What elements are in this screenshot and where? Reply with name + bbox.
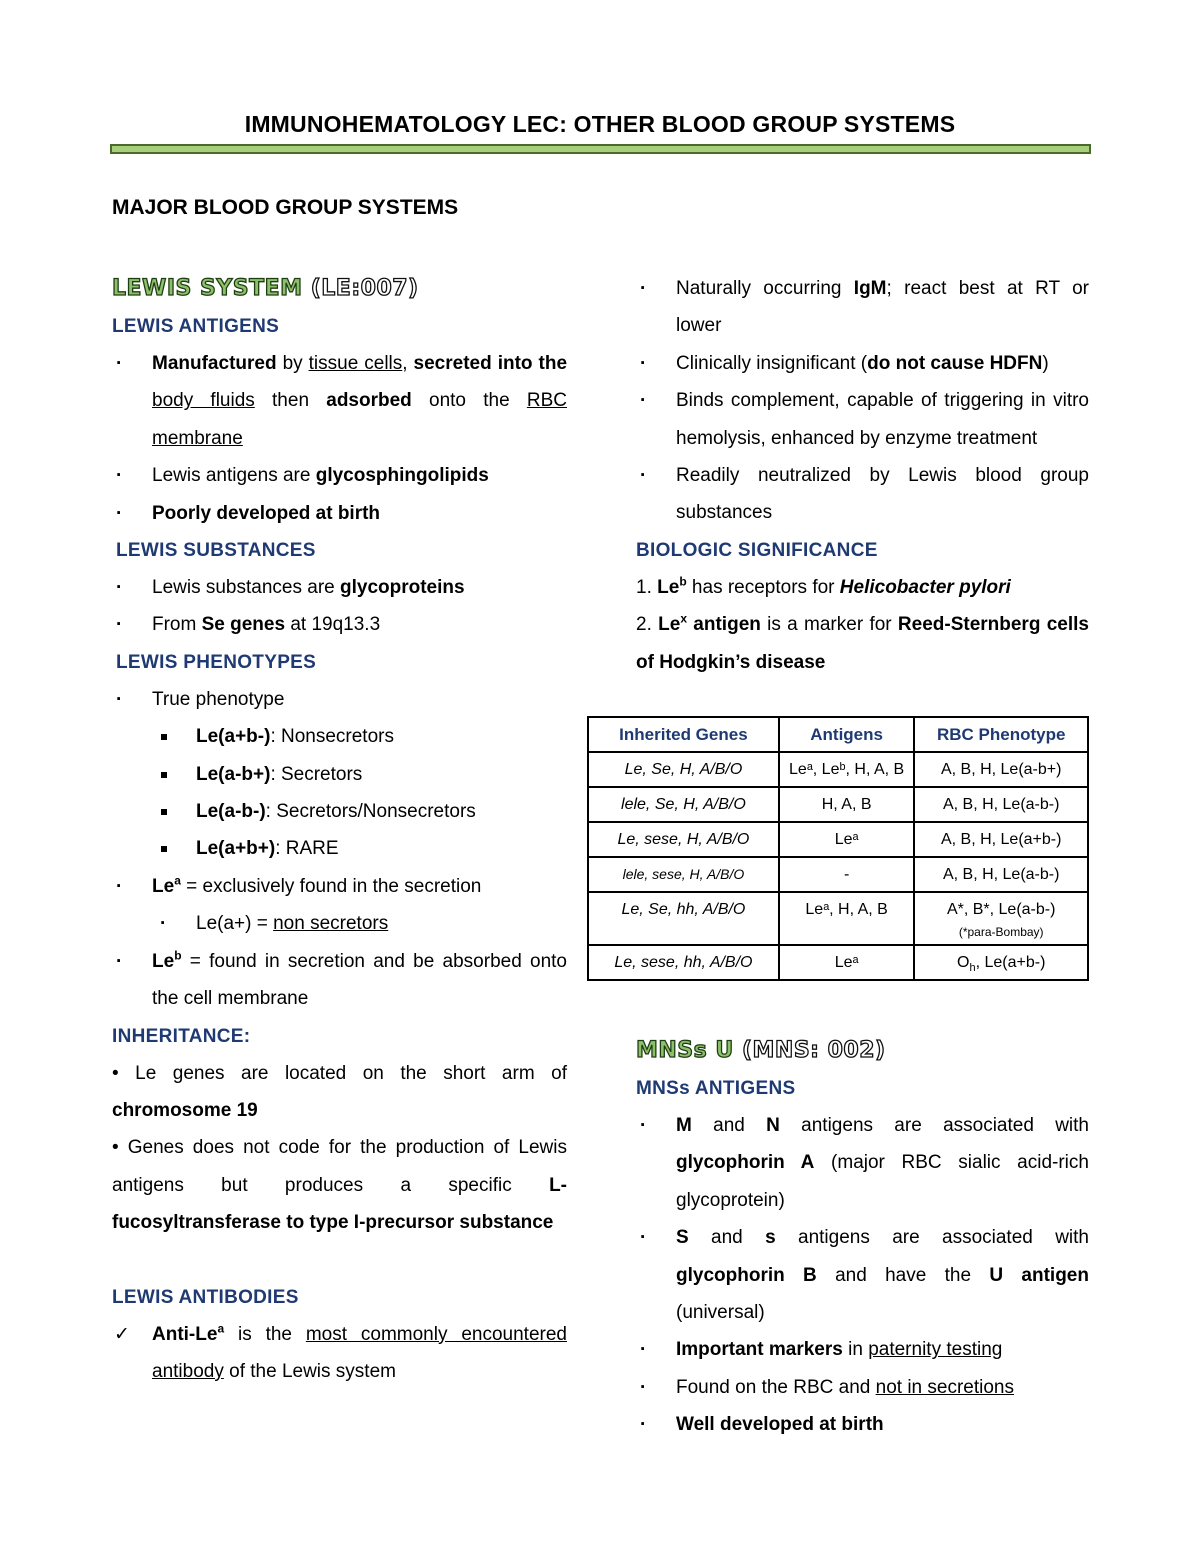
lewis-system-name: LEWIS SYSTEM bbox=[112, 276, 303, 301]
lewis-system-title bbox=[112, 270, 567, 308]
table-cell: Le, Se, hh, A/B/O bbox=[588, 892, 779, 945]
left-column bbox=[112, 270, 567, 1390]
list-item: · $Le^b$ = found in secretion and be absorbed onto the cell membrane bbox=[112, 943, 567, 1018]
list-item: Le(a+b+): RARE bbox=[112, 830, 567, 867]
lewis-system-code: (LE:007) bbox=[310, 276, 419, 301]
lewis-antibodies-heading: LEWIS ANTIBODIES bbox=[112, 1286, 299, 1308]
page-title: IMMUNOHEMATOLOGY LEC: OTHER BLOOD GROUP SYSTEMS bbox=[244, 111, 956, 137]
list-item: · Well developed at birth bbox=[636, 1406, 1089, 1443]
lewis-inheritance-table bbox=[587, 716, 1089, 981]
table-cell: lele, Se, H, A/B/O bbox=[588, 787, 779, 822]
table-cell: Le, sese, hh, A/B/O bbox=[588, 945, 779, 980]
table-cell: A, B, H, Le(a+b-) bbox=[914, 822, 1088, 857]
list-item: · Lewis antigens are glycosphingolipids bbox=[112, 457, 567, 494]
table-header: Inherited Genes bbox=[588, 717, 779, 752]
table-cell: Leᵃ, H, A, B bbox=[779, 892, 915, 945]
mns-antigens-heading: MNSs ANTIGENS bbox=[636, 1078, 796, 1099]
table-header: RBC Phenotype bbox=[914, 717, 1088, 752]
list-item: · Important markers in paternity testing bbox=[636, 1331, 1089, 1368]
table-cell: H, A, B bbox=[779, 787, 915, 822]
list-item: · $Le^a$ = exclusively found in the secretion bbox=[112, 868, 567, 905]
list-item: · True phenotype bbox=[112, 681, 567, 718]
list-item: · S and s antigens are associated with glycophorin B and have the U antigen (universal) bbox=[636, 1219, 1089, 1331]
list-item: Le(a+b-): Nonsecretors bbox=[112, 718, 567, 755]
title-divider-bar bbox=[110, 144, 1091, 154]
mns-system-code: (MNS: 002) bbox=[741, 1038, 886, 1063]
list-item: · Found on the RBC and not in secretions bbox=[636, 1369, 1089, 1406]
list-item: 2. Le$^x$ antigen is a marker for Reed-Sternberg cells of Hodgkin’s disease bbox=[636, 611, 1089, 673]
table-cell: Leᵃ, Leᵇ, H, A, B bbox=[779, 752, 915, 787]
table-cell: lele, sese, H, A/B/O bbox=[588, 857, 779, 892]
table-row bbox=[588, 752, 1088, 787]
list-item: Le(a-b-): Secretors/Nonsecretors bbox=[112, 793, 567, 830]
list-item: 1. Le$^b$ has receptors for Helicobacter pylori bbox=[636, 574, 1011, 598]
mns-system-name: MNSs U bbox=[636, 1038, 734, 1063]
list-item: Le(a-b+): Secretors bbox=[112, 756, 567, 793]
biologic-significance-heading: BIOLOGIC SIGNIFICANCE bbox=[636, 539, 878, 561]
para-bombay-note: (*para-Bombay) bbox=[958, 925, 1044, 939]
paragraph: • Le genes are located on the short arm of chromosome 19 bbox=[112, 1062, 567, 1121]
list-item: · From Se genes at 19q13.3 bbox=[112, 606, 567, 643]
table-cell: Leᵃ bbox=[779, 822, 915, 857]
paragraph: • Genes does not code for the production of Lewis antigens but produces a specific L-fucosyltransferase to type I-precursor substance bbox=[112, 1137, 567, 1234]
table-cell: A, B, H, Le(a-b+) bbox=[914, 752, 1088, 787]
mns-section bbox=[636, 1032, 1089, 1444]
list-item: · Clinically insignificant (do not cause HDFN) bbox=[636, 345, 1089, 382]
table-row bbox=[588, 787, 1088, 822]
inheritance-heading: INHERITANCE: bbox=[112, 1025, 251, 1047]
table-cell bbox=[914, 892, 1088, 945]
list-item: · M and N antigens are associated with glycophorin A (major RBC sialic acid-rich glycoprotein) bbox=[636, 1107, 1089, 1219]
lewis-phenotypes-heading: LEWIS PHENOTYPES bbox=[116, 651, 317, 673]
mns-system-title bbox=[636, 1032, 1089, 1070]
list-item: · Lewis substances are glycoproteins bbox=[112, 569, 567, 606]
table-header-row bbox=[588, 717, 1088, 752]
list-item: · Le(a+) = non secretors bbox=[112, 905, 567, 942]
list-item: · Manufactured by tissue cells, secreted into the body fluids then adsorbed onto the RBC membrane bbox=[112, 345, 567, 457]
list-item: · Binds complement, capable of triggering in vitro hemolysis, enhanced by enzyme treatment bbox=[636, 382, 1089, 457]
table-cell: A, B, H, Le(a-b-) bbox=[914, 857, 1088, 892]
table-header: Antigens bbox=[779, 717, 915, 752]
table-row bbox=[588, 892, 1088, 945]
list-item: · Poorly developed at birth bbox=[112, 495, 567, 532]
table-row bbox=[588, 822, 1088, 857]
table-cell: A, B, H, Le(a-b-) bbox=[914, 787, 1088, 822]
lewis-substances-heading: LEWIS SUBSTANCES bbox=[116, 540, 316, 562]
right-column bbox=[636, 270, 1089, 681]
list-item: · Readily neutralized by Lewis blood group substances bbox=[636, 457, 1089, 532]
table-cell: - bbox=[779, 857, 915, 892]
table-cell: Le, Se, H, A/B/O bbox=[588, 752, 779, 787]
table-cell: Leᵃ bbox=[779, 945, 915, 980]
lewis-antigens-heading: LEWIS ANTIGENS bbox=[112, 316, 280, 337]
list-item: ✓ Anti-Le$^a$ is the most commonly encountered antibody of the Lewis system bbox=[112, 1316, 567, 1391]
section-title: MAJOR BLOOD GROUP SYSTEMS bbox=[112, 196, 459, 219]
table-cell: $O_h$, Le(a+b-) bbox=[914, 945, 1088, 980]
table-row bbox=[588, 857, 1088, 892]
table-cell: Le, sese, H, A/B/O bbox=[588, 822, 779, 857]
list-item: · Naturally occurring IgM; react best at RT or lower bbox=[636, 270, 1089, 345]
phenotype-value: A*, B*, Le(a-b-) bbox=[946, 901, 1056, 918]
table-row bbox=[588, 945, 1088, 980]
